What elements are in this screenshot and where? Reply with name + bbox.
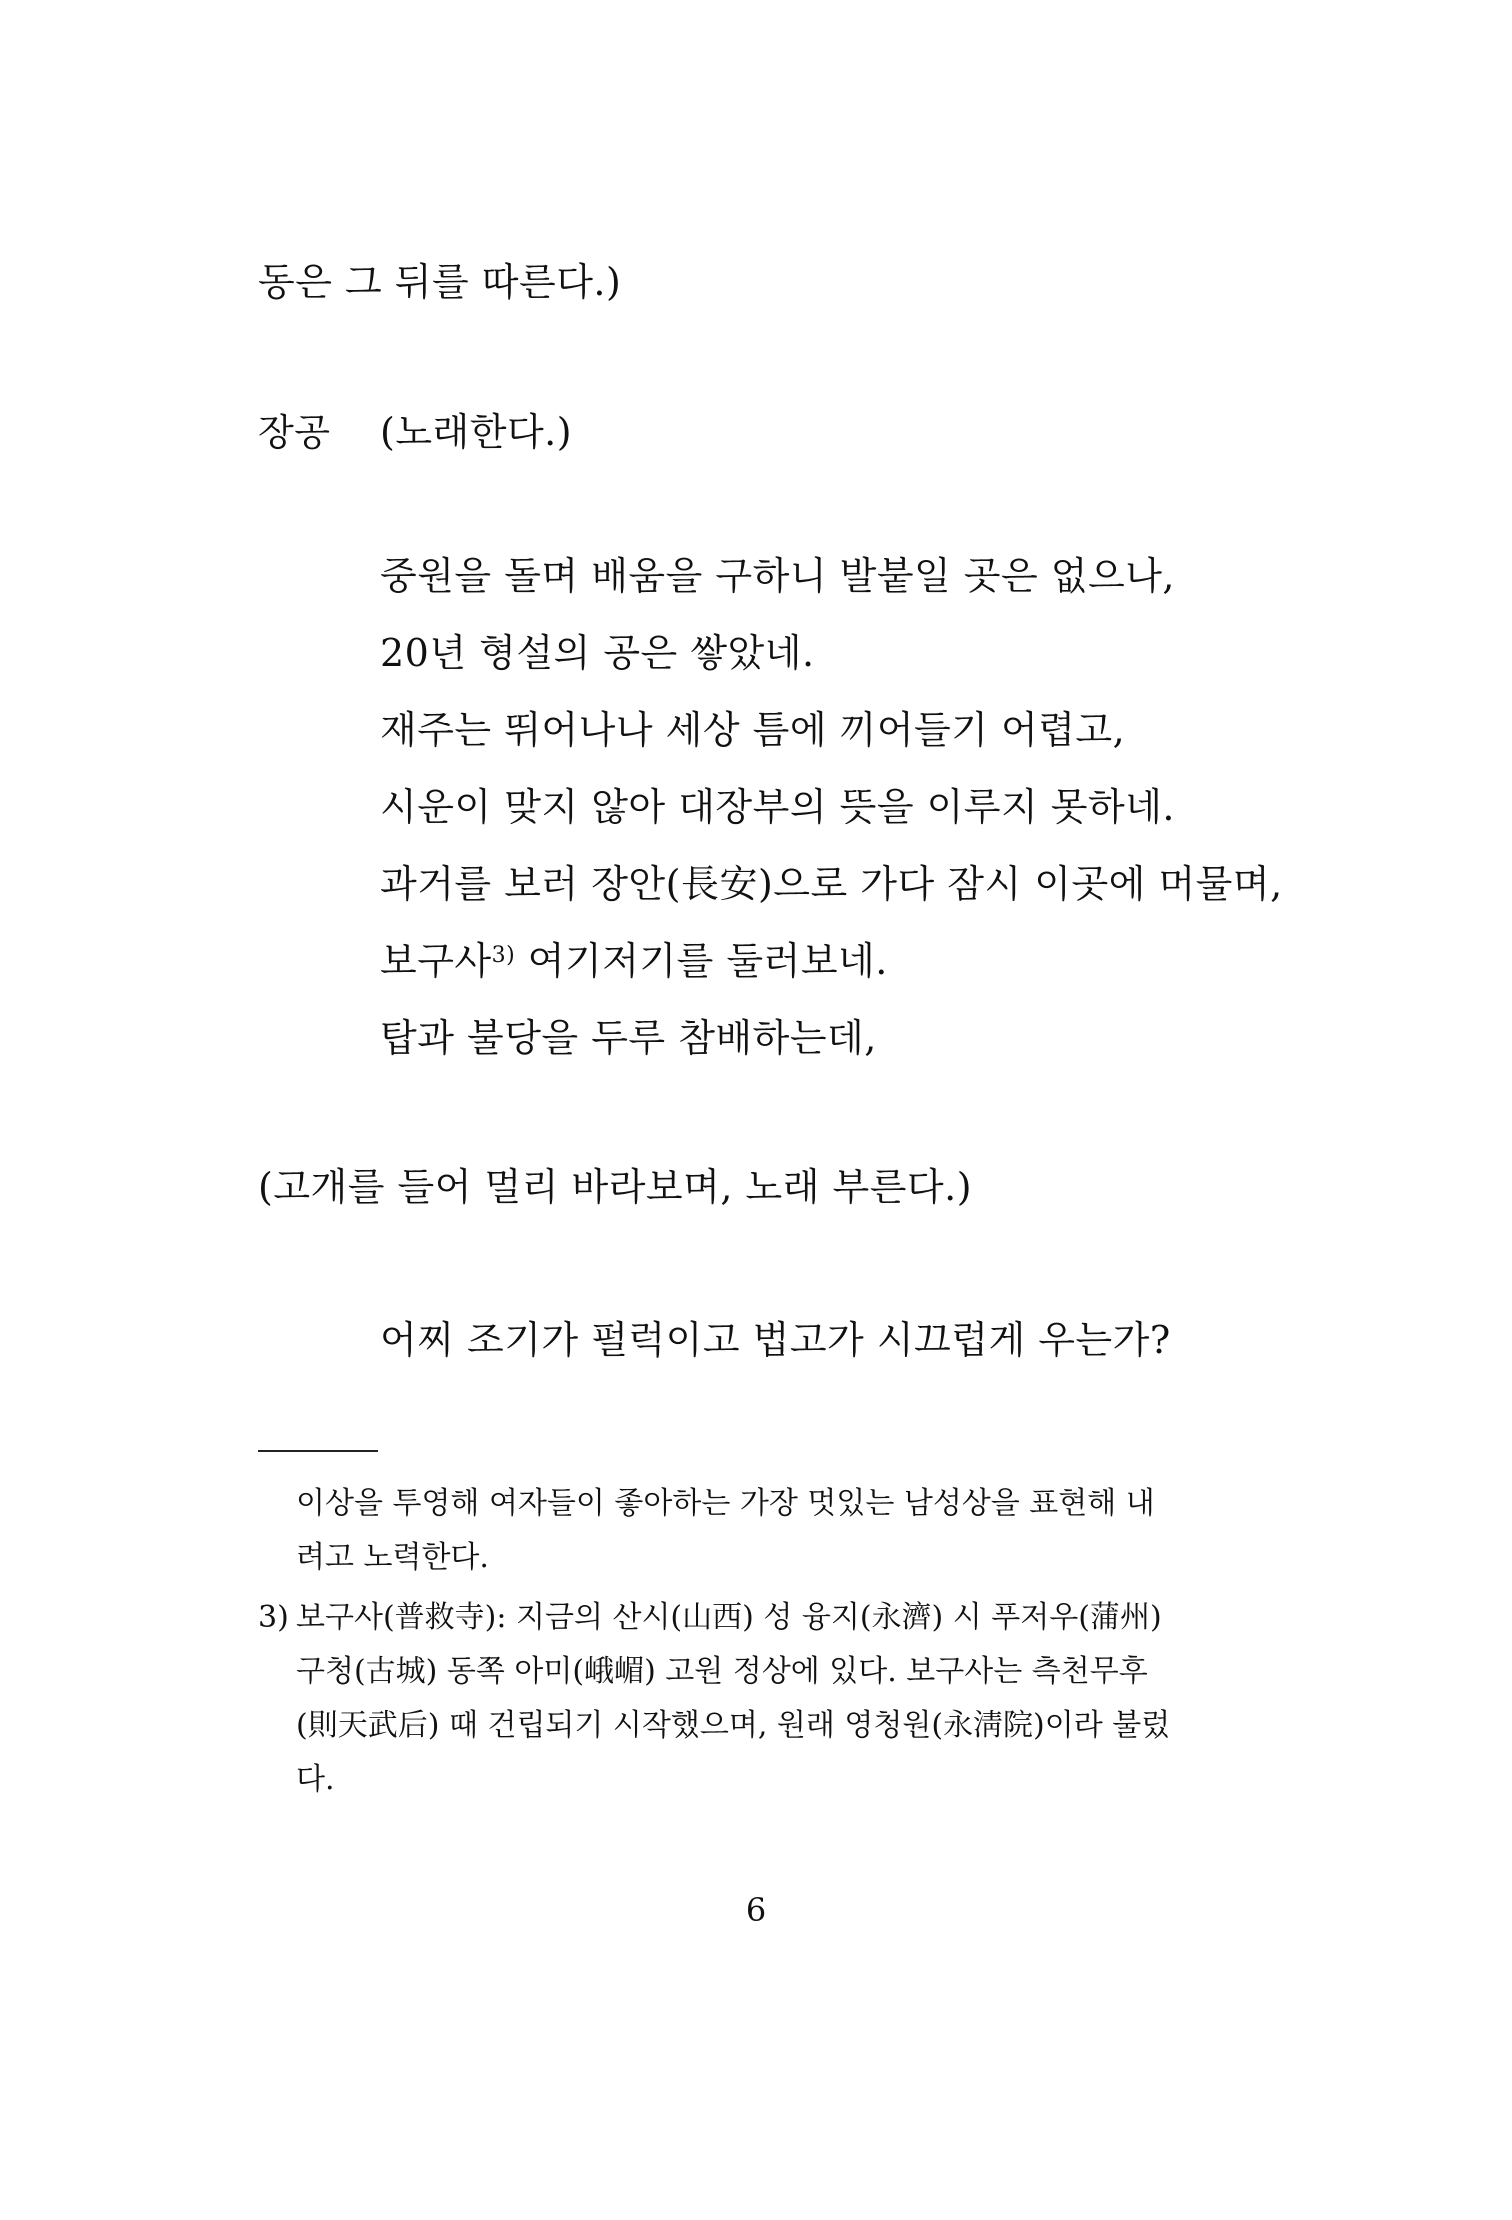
footnote-3-line-3: (則天武后) 때 건립되기 시작했으며, 원래 영청원(永淸院)이라 불렀 [296, 1708, 1171, 1743]
verse-line-last: 어찌 조기가 펄럭이고 법고가 시끄럽게 우는가? [380, 1318, 1171, 1362]
speaker-name: 장공 [258, 411, 331, 454]
stage-direction-top: 동은 그 뒤를 따른다.) [258, 260, 622, 304]
footnote-3-line-4: 다. [296, 1762, 335, 1797]
speaker-direction: (노래한다.) [380, 410, 573, 454]
verse-line-6 [380, 937, 888, 985]
verse-line-2: 20년 형설의 공은 쌓았네. [380, 631, 815, 675]
footnote-3-number: 3) [258, 1600, 289, 1635]
stage-direction-mid: (고개를 들어 멀리 바라보며, 노래 부른다.) [258, 1165, 973, 1209]
verse-line-6-start: 보구사 [380, 939, 492, 983]
verse-line-4: 시운이 맞지 않아 대장부의 뜻을 이루지 못하네. [380, 785, 1176, 829]
verse-line-7: 탑과 불당을 두루 참배하는데, [380, 1016, 877, 1060]
verse-line-6-rest: 여기저기를 둘러보네. [515, 939, 888, 983]
verse-line-5: 과거를 보러 장안(長安)으로 가다 잠시 이곳에 머물며, [380, 862, 1283, 906]
page-number: 6 [745, 1891, 767, 1929]
footnote-divider [258, 1450, 378, 1452]
footnote-continued-line-1: 이상을 투영해 여자들이 좋아하는 가장 멋있는 남성상을 표현해 내 [296, 1486, 1155, 1521]
footnote-3-line-2: 구청(古城) 동쪽 아미(峨嵋) 고원 정상에 있다. 보구사는 측천무후 [296, 1654, 1148, 1689]
footnote-3-line-1: 보구사(普救寺): 지금의 산시(山西) 성 융지(永濟) 시 푸저우(蒲州) [296, 1600, 1162, 1635]
verse-line-1: 중원을 돌며 배움을 구하니 발붙일 곳은 없으나, [380, 554, 1176, 598]
verse-line-3: 재주는 뛰어나나 세상 틈에 끼어들기 어렵고, [380, 708, 1126, 752]
speaker-line [258, 408, 572, 457]
footnote-reference-3[interactable]: 3) [491, 943, 516, 968]
footnote-continued-line-2: 려고 노력한다. [296, 1540, 489, 1575]
